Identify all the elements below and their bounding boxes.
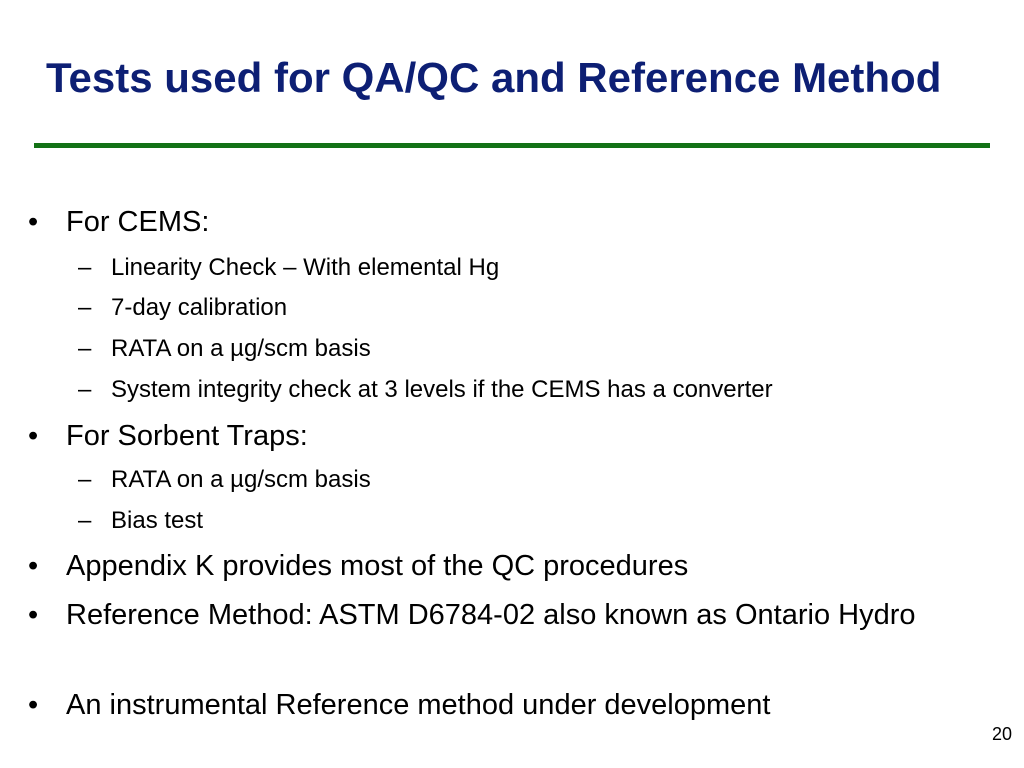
dash-glyph: – <box>78 376 92 403</box>
sub-item-text: RATA on a µg/scm basis <box>111 335 371 362</box>
bullet-glyph: • <box>28 689 39 721</box>
sub-item <box>78 254 991 282</box>
sub-item <box>78 376 991 404</box>
slide-title: Tests used for QA/QC and Reference Method <box>46 54 942 101</box>
sub-item-text: System integrity check at 3 levels if the CEMS has a converter <box>111 376 773 403</box>
bullet-item-cems <box>28 202 996 243</box>
bullet-item-reference-method <box>28 595 996 636</box>
bullet-text: For Sorbent Traps: <box>66 420 308 452</box>
page-number: 20 <box>991 724 1012 744</box>
sub-item-text: RATA on a µg/scm basis <box>111 466 371 493</box>
sub-item <box>78 335 991 363</box>
bullet-text: An instrumental Reference method under development <box>66 689 771 721</box>
dash-glyph: – <box>78 507 92 534</box>
bullet-glyph: • <box>28 420 39 452</box>
bullet-glyph: • <box>28 599 39 631</box>
bullet-text: For CEMS: <box>66 206 210 238</box>
dash-glyph: – <box>78 335 92 362</box>
bullet-text: Reference Method: ASTM D6784-02 also known as Ontario Hydro <box>66 599 916 631</box>
dash-glyph: – <box>78 466 92 493</box>
dash-glyph: – <box>78 294 92 321</box>
sub-item-text: Bias test <box>111 507 204 534</box>
bullet-item-instrumental-method <box>28 685 996 726</box>
title-divider <box>34 143 990 148</box>
sub-item-text: 7-day calibration <box>111 294 288 321</box>
sub-item <box>78 507 991 535</box>
bullet-text: Appendix K provides most of the QC procedures <box>66 550 689 582</box>
sub-item-text: Linearity Check – With elemental Hg <box>111 254 500 281</box>
bullet-item-appendix-k <box>28 546 996 587</box>
bullet-glyph: • <box>28 206 39 238</box>
dash-glyph: – <box>78 254 92 281</box>
sub-item <box>78 466 991 494</box>
bullet-item-sorbent-traps <box>28 416 996 457</box>
bullet-glyph: • <box>28 550 39 582</box>
sub-item <box>78 294 991 322</box>
